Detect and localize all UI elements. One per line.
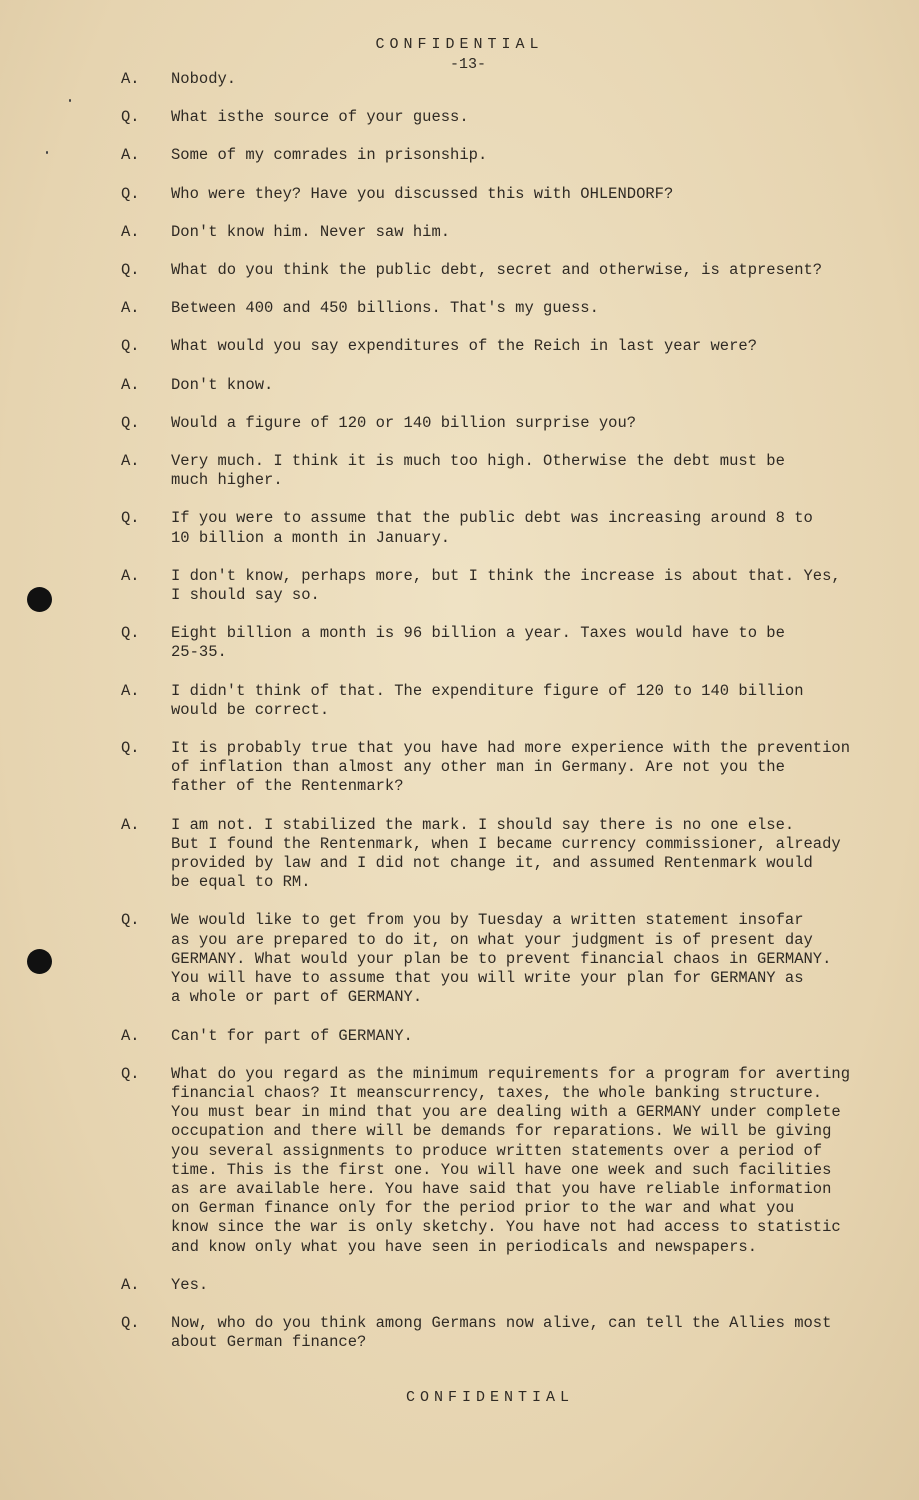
transcript-entry	[0, 1276, 919, 1295]
confidential-footer: CONFIDENTIAL	[405, 1389, 575, 1406]
entry-text: Now, who do you think among Germans now alive, can tell the Allies most about German finance?	[171, 1313, 832, 1352]
speaker-label: A.	[121, 375, 140, 394]
transcript-entry	[0, 376, 919, 395]
transcript-entry	[0, 911, 919, 1007]
speaker-label: Q.	[121, 261, 140, 280]
transcript-entry	[0, 337, 919, 356]
transcript-entry	[0, 1314, 919, 1352]
transcript-entry	[0, 70, 919, 89]
speaker-label: Q.	[121, 413, 140, 432]
entry-text: Between 400 and 450 billions. That's my guess.	[171, 299, 599, 318]
speaker-label: Q.	[121, 624, 140, 643]
entry-text: Nobody.	[171, 70, 237, 88]
speaker-label: Q.	[121, 1064, 140, 1083]
speaker-label: Q.	[121, 509, 140, 528]
transcript-entry	[0, 414, 919, 433]
speaker-label: Q.	[121, 108, 140, 127]
speaker-label: Q.	[121, 184, 140, 203]
entry-text: Eight billion a month is 96 billion a year. Taxes would have to be 25-35.	[171, 624, 785, 662]
speaker-label: A.	[121, 70, 140, 88]
entry-text: Can't for part of GERMANY.	[171, 1026, 413, 1045]
transcript-entry	[0, 509, 919, 547]
entry-text: Don't know him. Never saw him.	[171, 222, 451, 241]
speaker-label: A.	[121, 1275, 140, 1294]
speaker-label: A.	[121, 452, 140, 471]
speaker-label: Q.	[121, 911, 140, 930]
speaker-label: A.	[121, 1026, 140, 1045]
entry-text: Don't know.	[171, 375, 274, 394]
transcript-entry	[0, 185, 919, 204]
entry-text: I don't know, perhaps more, but I think the increase is about that. Yes, I should say so.	[171, 566, 841, 605]
transcript-entry	[0, 108, 919, 127]
transcript-entry	[0, 261, 919, 280]
transcript-entry	[0, 146, 919, 165]
entry-text: What isthe source of your guess.	[171, 108, 469, 127]
entry-text: Would a figure of 120 or 140 billion surprise you?	[171, 413, 637, 432]
entry-text: What do you think the public debt, secret and otherwise, is atpresent?	[171, 261, 823, 280]
speaker-label: A.	[121, 146, 140, 165]
entry-text: Yes.	[171, 1275, 209, 1294]
interrogation-transcript	[0, 70, 919, 1371]
confidential-header: CONFIDENTIAL	[375, 36, 544, 53]
entry-text: Who were they? Have you discussed this with OHLENDORF?	[171, 184, 674, 203]
transcript-entry	[0, 624, 919, 662]
transcript-entry	[0, 452, 919, 490]
speaker-label: A.	[121, 222, 140, 241]
entry-text: I am not. I stabilized the mark. I should say there is no one else. But I found the Rentenmark, when I became currency commissioner, already provided by law and I did not change it, and assumed Rentenmark would be equal to RM.	[171, 815, 841, 892]
entry-text: Some of my comrades in prisonship.	[171, 146, 488, 165]
entry-text: It is probably true that you have had more experience with the prevention of inflation than almost any other man in Germany. Are not you the father of the Rentenmark?	[171, 739, 851, 796]
entry-text: I didn't think of that. The expenditure figure of 120 to 140 billion would be correct.	[171, 681, 804, 719]
transcript-entry	[0, 1027, 919, 1046]
speaker-label: A.	[121, 681, 140, 700]
transcript-entry	[0, 567, 919, 605]
transcript-entry	[0, 299, 919, 318]
speaker-label: Q.	[121, 1313, 140, 1332]
entry-text: What would you say expenditures of the Reich in last year were?	[171, 337, 757, 356]
speaker-label: Q.	[121, 739, 140, 758]
speaker-label: Q.	[121, 337, 140, 356]
entry-text: We would like to get from you by Tuesday a written statement insofar as you are prepared to do it, on what your judgment is of present day GERMANY. What would your plan be to prevent financial chaos in GERMANY. You will have to assume that you will write your plan for GERMANY as a whole or part of GERMANY.	[171, 911, 832, 1007]
transcript-entry	[0, 682, 919, 720]
page-number: -13-	[449, 56, 486, 73]
entry-text: What do you regard as the minimum requirements for a program for averting financial chaos? It meanscurrency, taxes, the whole banking structure. You must bear in mind that you are dealing with a GERMANY under complete occupation and there will be demands for reparations. We will be giving you several assignments to produce written statements over a period of time. This is the first one. You will have one week and such facilities as are available here. You have said that you have reliable information on German finance only for the period prior to the war and what you know since the war is only sketchy. You have not had access to statistic and know only what you have seen in periodicals and newspapers.	[171, 1064, 851, 1256]
transcript-entry	[0, 739, 919, 797]
speaker-label: A.	[121, 815, 140, 834]
entry-text: If you were to assume that the public debt was increasing around 8 to 10 billion a month in January.	[171, 509, 813, 547]
transcript-entry	[0, 223, 919, 242]
transcript-entry	[0, 1065, 919, 1257]
speaker-label: A.	[121, 299, 140, 318]
transcript-entry	[0, 816, 919, 893]
speaker-label: A.	[121, 566, 140, 585]
entry-text: Very much. I think it is much too high. Otherwise the debt must be much higher.	[171, 452, 785, 490]
